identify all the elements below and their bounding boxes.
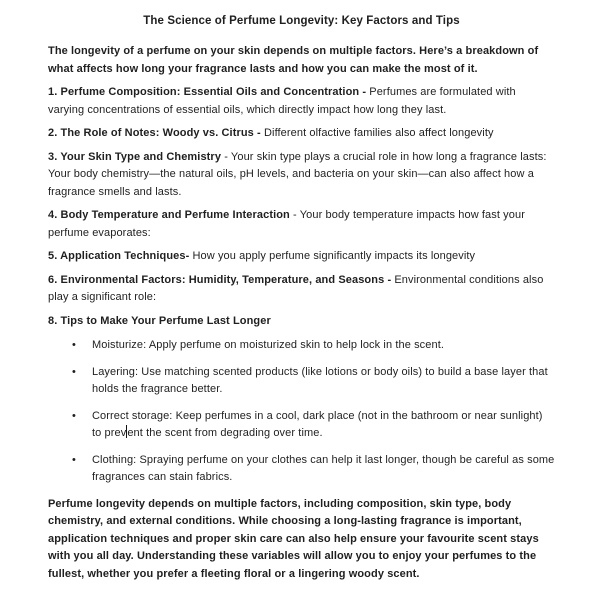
text-run: Layering: Use matching scented products (like lotions or body oils) to build a base layer that holds the fragrance better. [92, 365, 548, 395]
text-run: 1. Perfume Composition: Essential Oils and Concentration - [48, 86, 370, 98]
paragraph [48, 43, 555, 78]
paragraph [48, 207, 555, 242]
paragraph [48, 496, 555, 584]
text-run: Clothing: Spraying perfume on your clothes can help it last longer, though be careful as some fragrances can stain fabrics. [92, 453, 555, 483]
text-run: ent the scent from degrading over time. [127, 427, 323, 439]
section-heading [48, 313, 555, 331]
text-run: Environmental conditions also play a significant role: [48, 273, 544, 303]
text-run: How you apply perfume significantly impacts its longevity [189, 250, 476, 262]
list-item [92, 452, 555, 487]
paragraph [48, 84, 555, 119]
text-run: - Your skin type plays a crucial role in how long a fragrance lasts: Your body chemistry—the natural oils, pH levels, and bacteria on your skin—can also affect how a fragrance smells and lasts. [48, 150, 547, 198]
bullet-list [48, 337, 555, 487]
text-run: 3. Your Skin Type and Chemistry [48, 150, 222, 163]
paragraph [48, 149, 555, 202]
list-item [92, 408, 555, 443]
text-run: - Your body temperature impacts how fast your perfume evaporates: [48, 209, 525, 239]
text-run: 2. The Role of Notes: Woody vs. Citrus - [48, 127, 264, 139]
text-run: 6. Environmental Factors: Humidity, Temperature, and Seasons - [48, 273, 395, 286]
text-run: Correct storage: Keep perfumes in a cool, dark place (not in the bathroom or near sunlight) to prev [92, 409, 543, 439]
document-title: The Science of Perfume Longevity: Key Factors and Tips [143, 15, 460, 27]
text-run: 8. Tips to Make Your Perfume Last Longer [48, 314, 271, 327]
paragraph [48, 125, 555, 143]
text-run: 4. Body Temperature and Perfume Interaction [48, 209, 290, 221]
list-item [92, 337, 555, 355]
text-run: Different olfactive families also affect longevity [263, 127, 494, 139]
list-item [92, 364, 555, 399]
text-run: 5. Application Techniques- [48, 250, 190, 262]
text-run: Moisturize: Apply perfume on moisturized skin to help lock in the scent. [92, 339, 445, 351]
text-run: Perfumes are formulated with varying concentrations of essential oils, which directly impact how long they last. [48, 86, 516, 116]
text-run: Perfume longevity depends on multiple factors, including composition, skin type, body chemistry, and external conditions. While choosing a long-lasting fragrance is important, application techniques and proper skin care can also help ensure your favourite scent stays with you all day. Understanding these variables will allow you to enjoy your perfumes to the fullest, whether you prefer a fleeting floral or a lingering woody scent. [48, 497, 539, 580]
paragraph [48, 248, 555, 266]
text-run: The longevity of a perfume on your skin depends on multiple factors. Here’s a breakdown of what affects how long your fragrance lasts and how you can make the most of it. [48, 45, 539, 75]
document-editing-area[interactable] [48, 43, 555, 583]
paragraph [48, 272, 555, 307]
